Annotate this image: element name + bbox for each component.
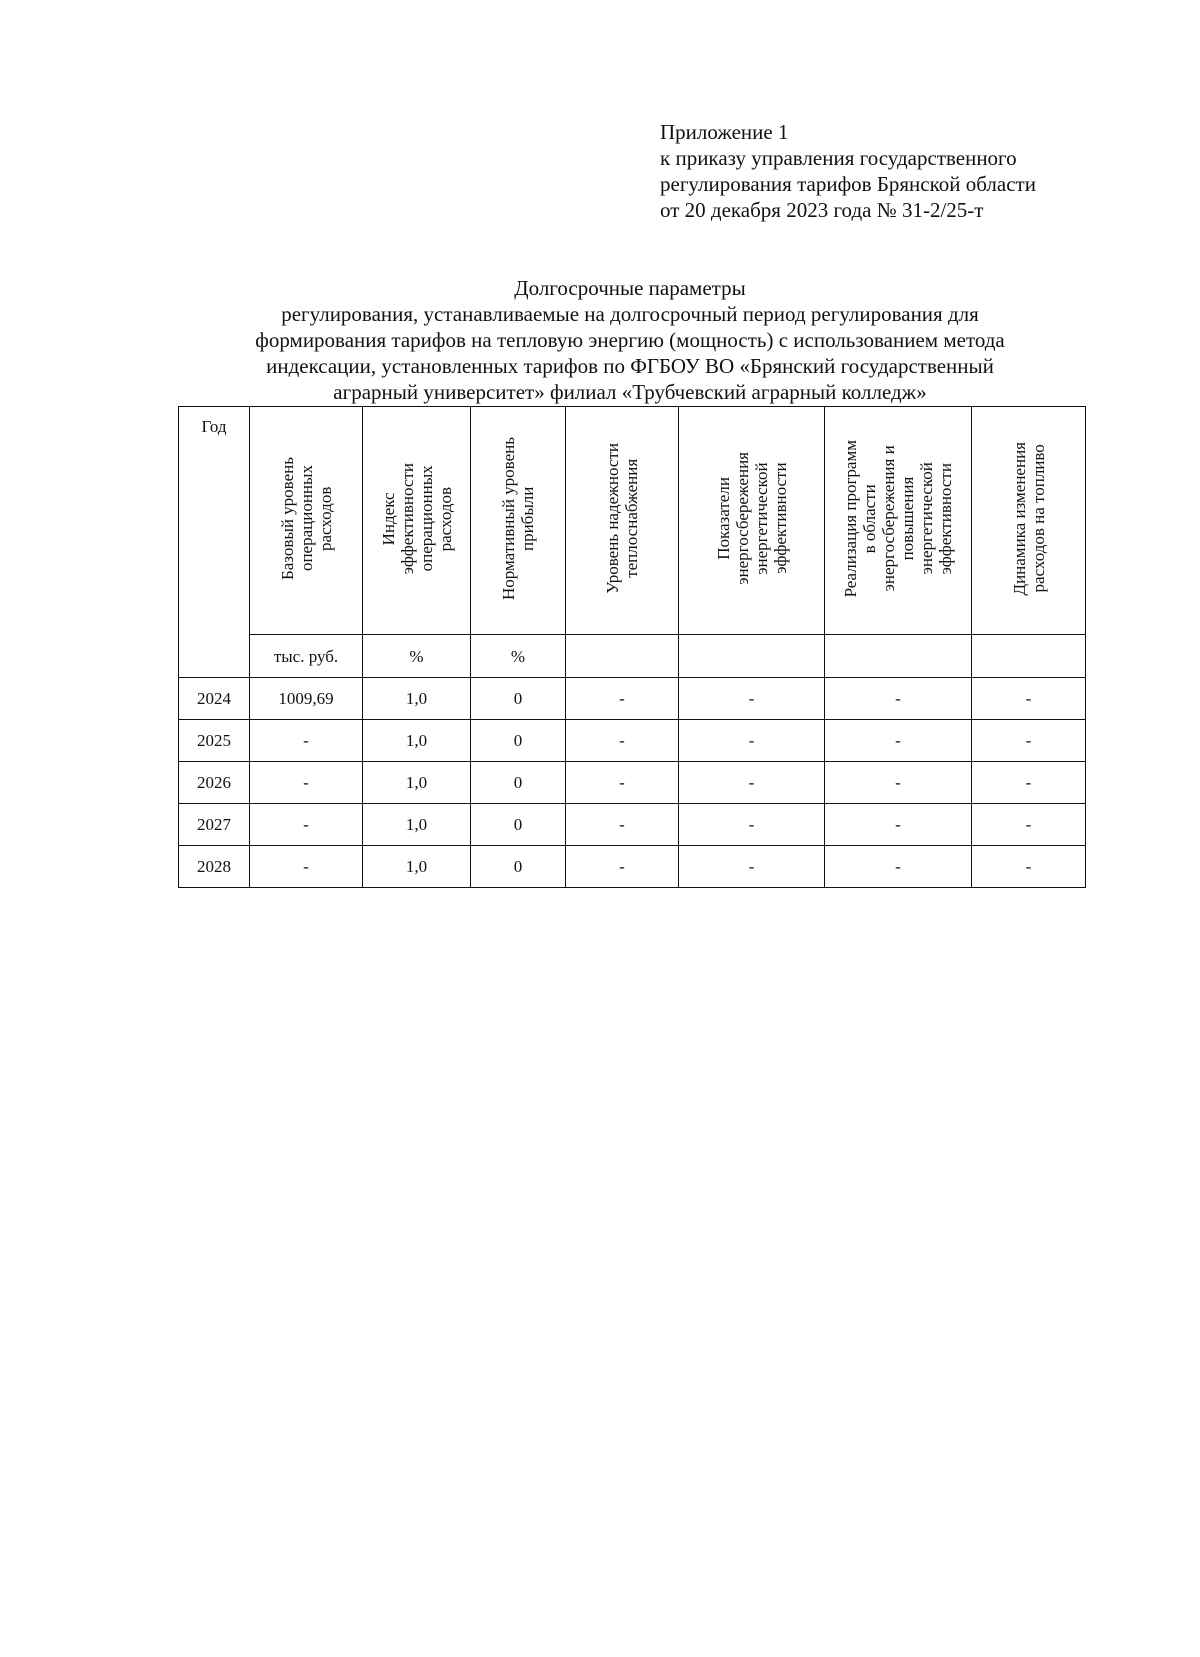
title-line-2: регулирования, устанавливаемые на долгосрочный период регулирования для [281, 302, 979, 326]
title-line-5: аграрный университет» филиал «Трубчевский аграрный колледж» [333, 380, 927, 404]
header-efficiency-index-label: Индекс эффективности операционных расходов [378, 462, 455, 575]
table-cell: 1,0 [363, 846, 471, 888]
unit-cell [972, 635, 1086, 678]
table-cell: 1,0 [363, 720, 471, 762]
table-cell: 2026 [179, 762, 250, 804]
unit-cell [679, 635, 825, 678]
table-row [179, 804, 1086, 846]
header-base-opex [250, 407, 363, 635]
table-cell: 0 [471, 678, 566, 720]
appendix-block [660, 119, 1036, 223]
table-row [179, 846, 1086, 888]
table-row [179, 762, 1086, 804]
table-cell: - [972, 720, 1086, 762]
table-cell: - [250, 846, 363, 888]
unit-cell: % [471, 635, 566, 678]
appendix-line-2: к приказу управления государственного [660, 146, 1017, 170]
table-cell: - [679, 846, 825, 888]
unit-cell [566, 635, 679, 678]
table-cell: - [825, 678, 972, 720]
table-cell: - [972, 678, 1086, 720]
header-year [179, 407, 250, 678]
header-reliability-label: Уровень надежности теплоснабжения [603, 443, 641, 594]
table-cell: 2024 [179, 678, 250, 720]
table-cell: - [972, 804, 1086, 846]
table-cell: 2028 [179, 846, 250, 888]
table-cell: 0 [471, 762, 566, 804]
table-cell: 1009,69 [250, 678, 363, 720]
header-profit-level [471, 407, 566, 635]
table-cell: 1,0 [363, 762, 471, 804]
unit-cell: % [363, 635, 471, 678]
header-programs [825, 407, 972, 635]
header-year-label: Год [201, 417, 227, 436]
table-cell: - [566, 846, 679, 888]
header-base-opex-label: Базовый уровень операционных расходов [277, 456, 335, 581]
unit-cell [825, 635, 972, 678]
table-cell: 1,0 [363, 804, 471, 846]
title-line-4: индексации, установленных тарифов по ФГБОУ ВО «Брянский государственный [266, 354, 994, 378]
table-cell: 0 [471, 846, 566, 888]
table-cell: - [566, 678, 679, 720]
table-cell: - [679, 804, 825, 846]
table-cell: - [566, 720, 679, 762]
appendix-line-4: от 20 декабря 2023 года № 31-2/25-т [660, 198, 984, 222]
unit-cell: тыс. руб. [250, 635, 363, 678]
header-energy-saving-label: Показатели энергосбережения энергетической эффективности [713, 452, 790, 585]
table-cell: - [972, 846, 1086, 888]
table-cell: - [825, 720, 972, 762]
table-cell: - [250, 720, 363, 762]
table-cell: - [679, 678, 825, 720]
table-cell: - [679, 720, 825, 762]
header-profit-level-label: Нормативный уровень прибыли [499, 436, 537, 600]
table-row [179, 678, 1086, 720]
table-cell: 2025 [179, 720, 250, 762]
table-cell: - [250, 804, 363, 846]
table-cell: - [250, 762, 363, 804]
table-cell: 0 [471, 720, 566, 762]
table-cell: - [566, 762, 679, 804]
title-line-3: формирования тарифов на тепловую энергию (мощность) с использованием метода [255, 328, 1005, 352]
units-row [179, 635, 1086, 678]
parameters-table [178, 406, 1086, 888]
table-cell: - [825, 846, 972, 888]
table-cell: - [825, 762, 972, 804]
header-reliability [566, 407, 679, 635]
table-cell: 0 [471, 804, 566, 846]
header-programs-label: Реализация программ в области энергосбережения и повышения энергетической эффективности [841, 439, 955, 598]
table-row [179, 720, 1086, 762]
table-cell: - [972, 762, 1086, 804]
header-fuel-dynamics [972, 407, 1086, 635]
table-cell: - [679, 762, 825, 804]
title-line-1: Долгосрочные параметры [514, 276, 746, 300]
table-cell: 1,0 [363, 678, 471, 720]
header-row [179, 407, 1086, 635]
header-efficiency-index [363, 407, 471, 635]
document-title [180, 275, 1080, 405]
header-fuel-dynamics-label: Динамика изменения расходов на топливо [1009, 441, 1048, 596]
header-energy-saving [679, 407, 825, 635]
table-cell: - [566, 804, 679, 846]
appendix-line-3: регулирования тарифов Брянской области [660, 172, 1036, 196]
table-cell: - [825, 804, 972, 846]
appendix-line-1: Приложение 1 [660, 120, 789, 144]
table-cell: 2027 [179, 804, 250, 846]
